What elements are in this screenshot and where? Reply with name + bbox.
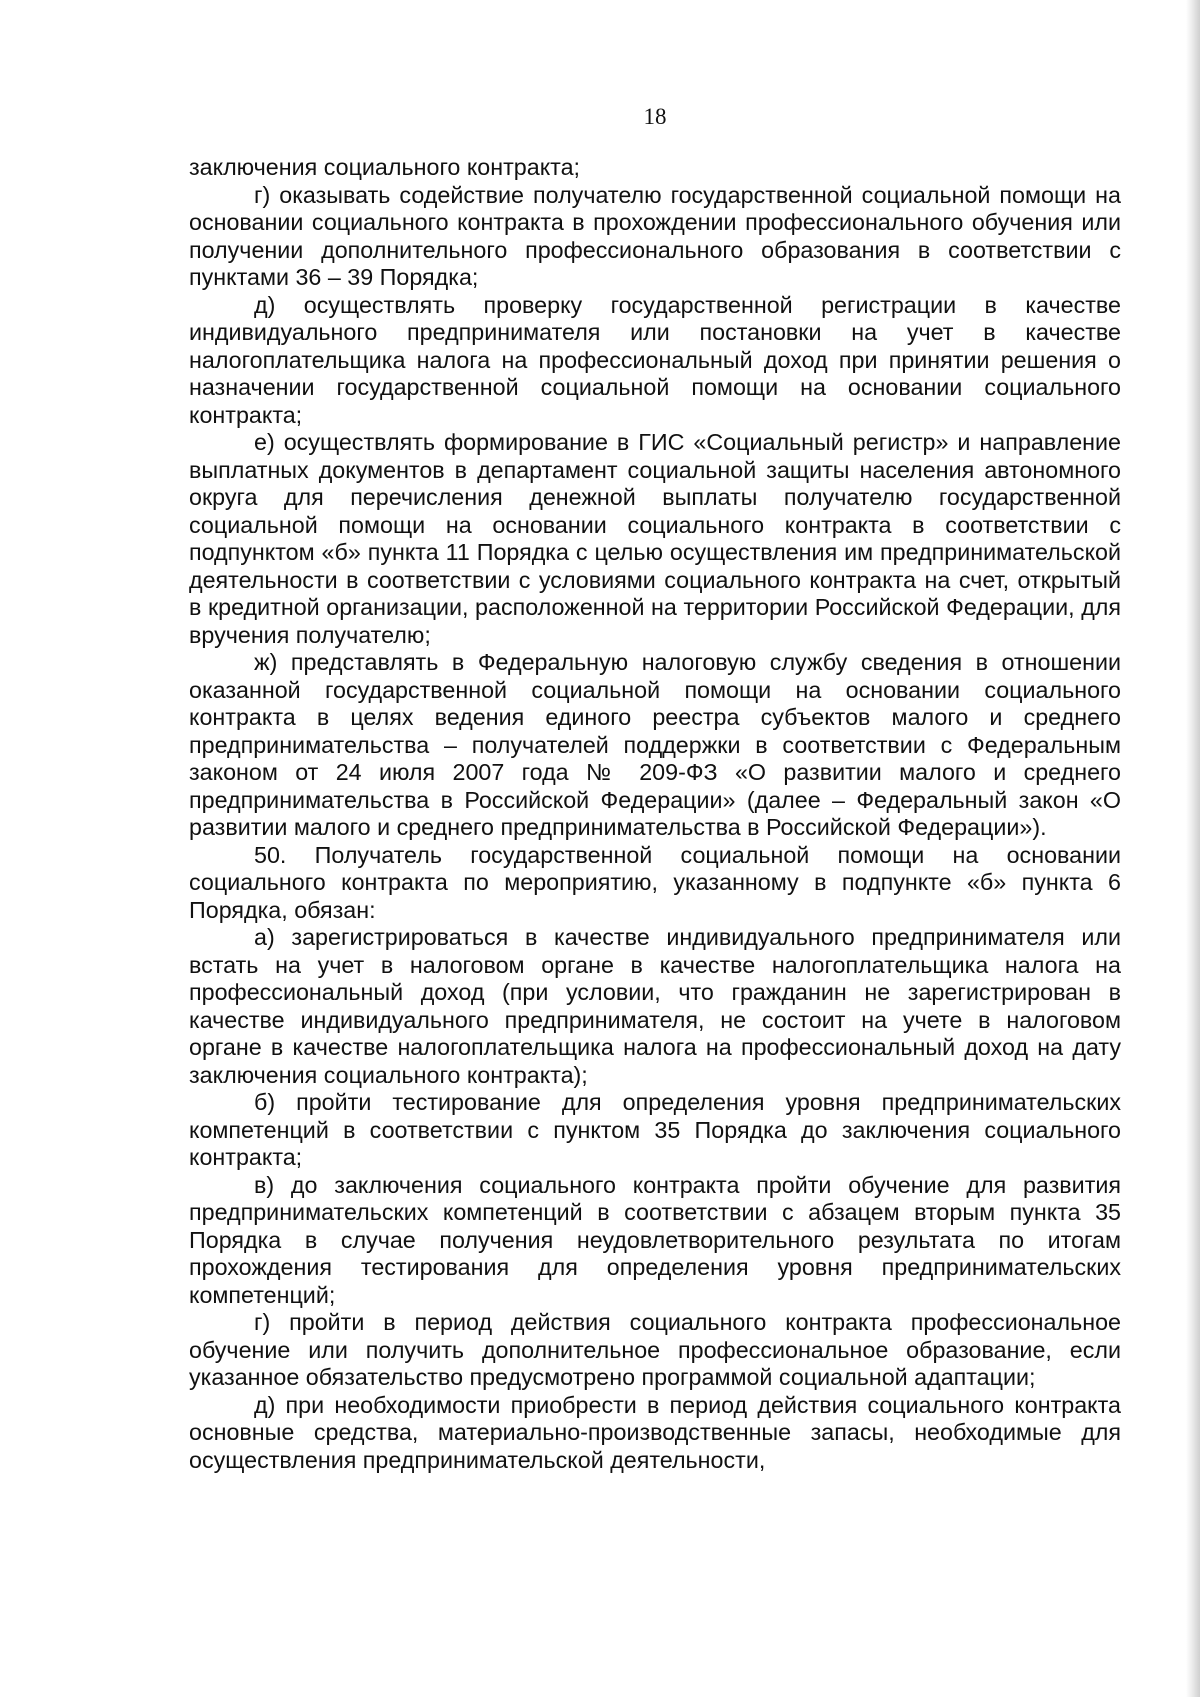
- page-number: 18: [643, 104, 667, 129]
- paragraph: г) оказывать содействие получателю государственной социальной помощи на основании социального контракта в прохождении профессионального обучения или получении дополнительного профессионального образования в соответствии с пунктами 36 – 39 Порядка;: [189, 181, 1121, 290]
- paragraph: д) при необходимости приобрести в период действия социального контракта основные средства, материально-производственные запасы, необходимые для осуществления предпринимательской деятельности,: [189, 1391, 1121, 1473]
- paragraph: б) пройти тестирование для определения уровня предпринимательских компетенций в соответствии с пунктом 35 Порядка до заключения социального контракта;: [189, 1089, 1121, 1170]
- paragraph: а) зарегистрироваться в качестве индивидуального предпринимателя или встать на учет в налоговом органе в качестве налогоплательщика налога на профессиональный доход (при условии, что гражданин не зарегистрирован в качестве индивидуального предпринимателя, не состоит на учете в налоговом органе в качестве налогоплательщика налога на профессиональный доход на дату заключения социального контракта);: [189, 924, 1121, 1088]
- paragraph: г) пройти в период действия социального контракта профессиональное обучение или получить дополнительное профессиональное образование, если указанное обязательство предусмотрено программой социальной адаптации;: [189, 1309, 1121, 1390]
- paragraph: е) осуществлять формирование в ГИС «Социальный регистр» и направление выплатных документов в департамент социальной защиты населения автономного округа для перечисления денежной выплаты получателю государственной социальной помощи на основании социального контракта в соответствии с подпунктом «б» пункта 11 Порядка с целью осуществления им предпринимательской деятельности в соответствии с условиями социального контракта на счет, открытый в кредитной организации, расположенной на территории Российской Федерации, для вручения получателю;: [189, 429, 1121, 648]
- paragraph: 50. Получатель государственной социальной помощи на основании социального контракта по мероприятию, указанному в подпункте «б» пункта 6 Порядка, обязан:: [189, 841, 1121, 923]
- paragraph: ж) представлять в Федеральную налоговую службу сведения в отношении оказанной государственной социальной помощи на основании социального контракта в целях ведения единого реестра субъектов малого и среднего предпринимательства – получателей поддержки в соответствии с Федеральным законом от 24 июля 2007 года № 209-ФЗ «О развитии малого и среднего предпринимательства в Российской Федерации» (далее – Федеральный закон «О развитии малого и среднего предпринимательства в Российской Федерации»).: [189, 649, 1121, 840]
- page-edge-shadow: [1186, 0, 1200, 1697]
- paragraph: д) осуществлять проверку государственной регистрации в качестве индивидуального предпринимателя или постановки на учет в качестве налогоплательщика налога на профессиональный доход при принятии решения о назначении государственной социальной помощи на основании социального контракта;: [189, 291, 1121, 428]
- document-body: [189, 154, 1121, 1474]
- paragraph: заключения социального контракта;: [189, 154, 581, 180]
- paragraph: в) до заключения социального контракта пройти обучение для развития предпринимательских компетенций в соответствии с абзацем вторым пункта 35 Порядка в случае получения неудовлетворительного результата по итогам прохождения тестирования для определения уровня предпринимательских компетенций;: [189, 1171, 1121, 1308]
